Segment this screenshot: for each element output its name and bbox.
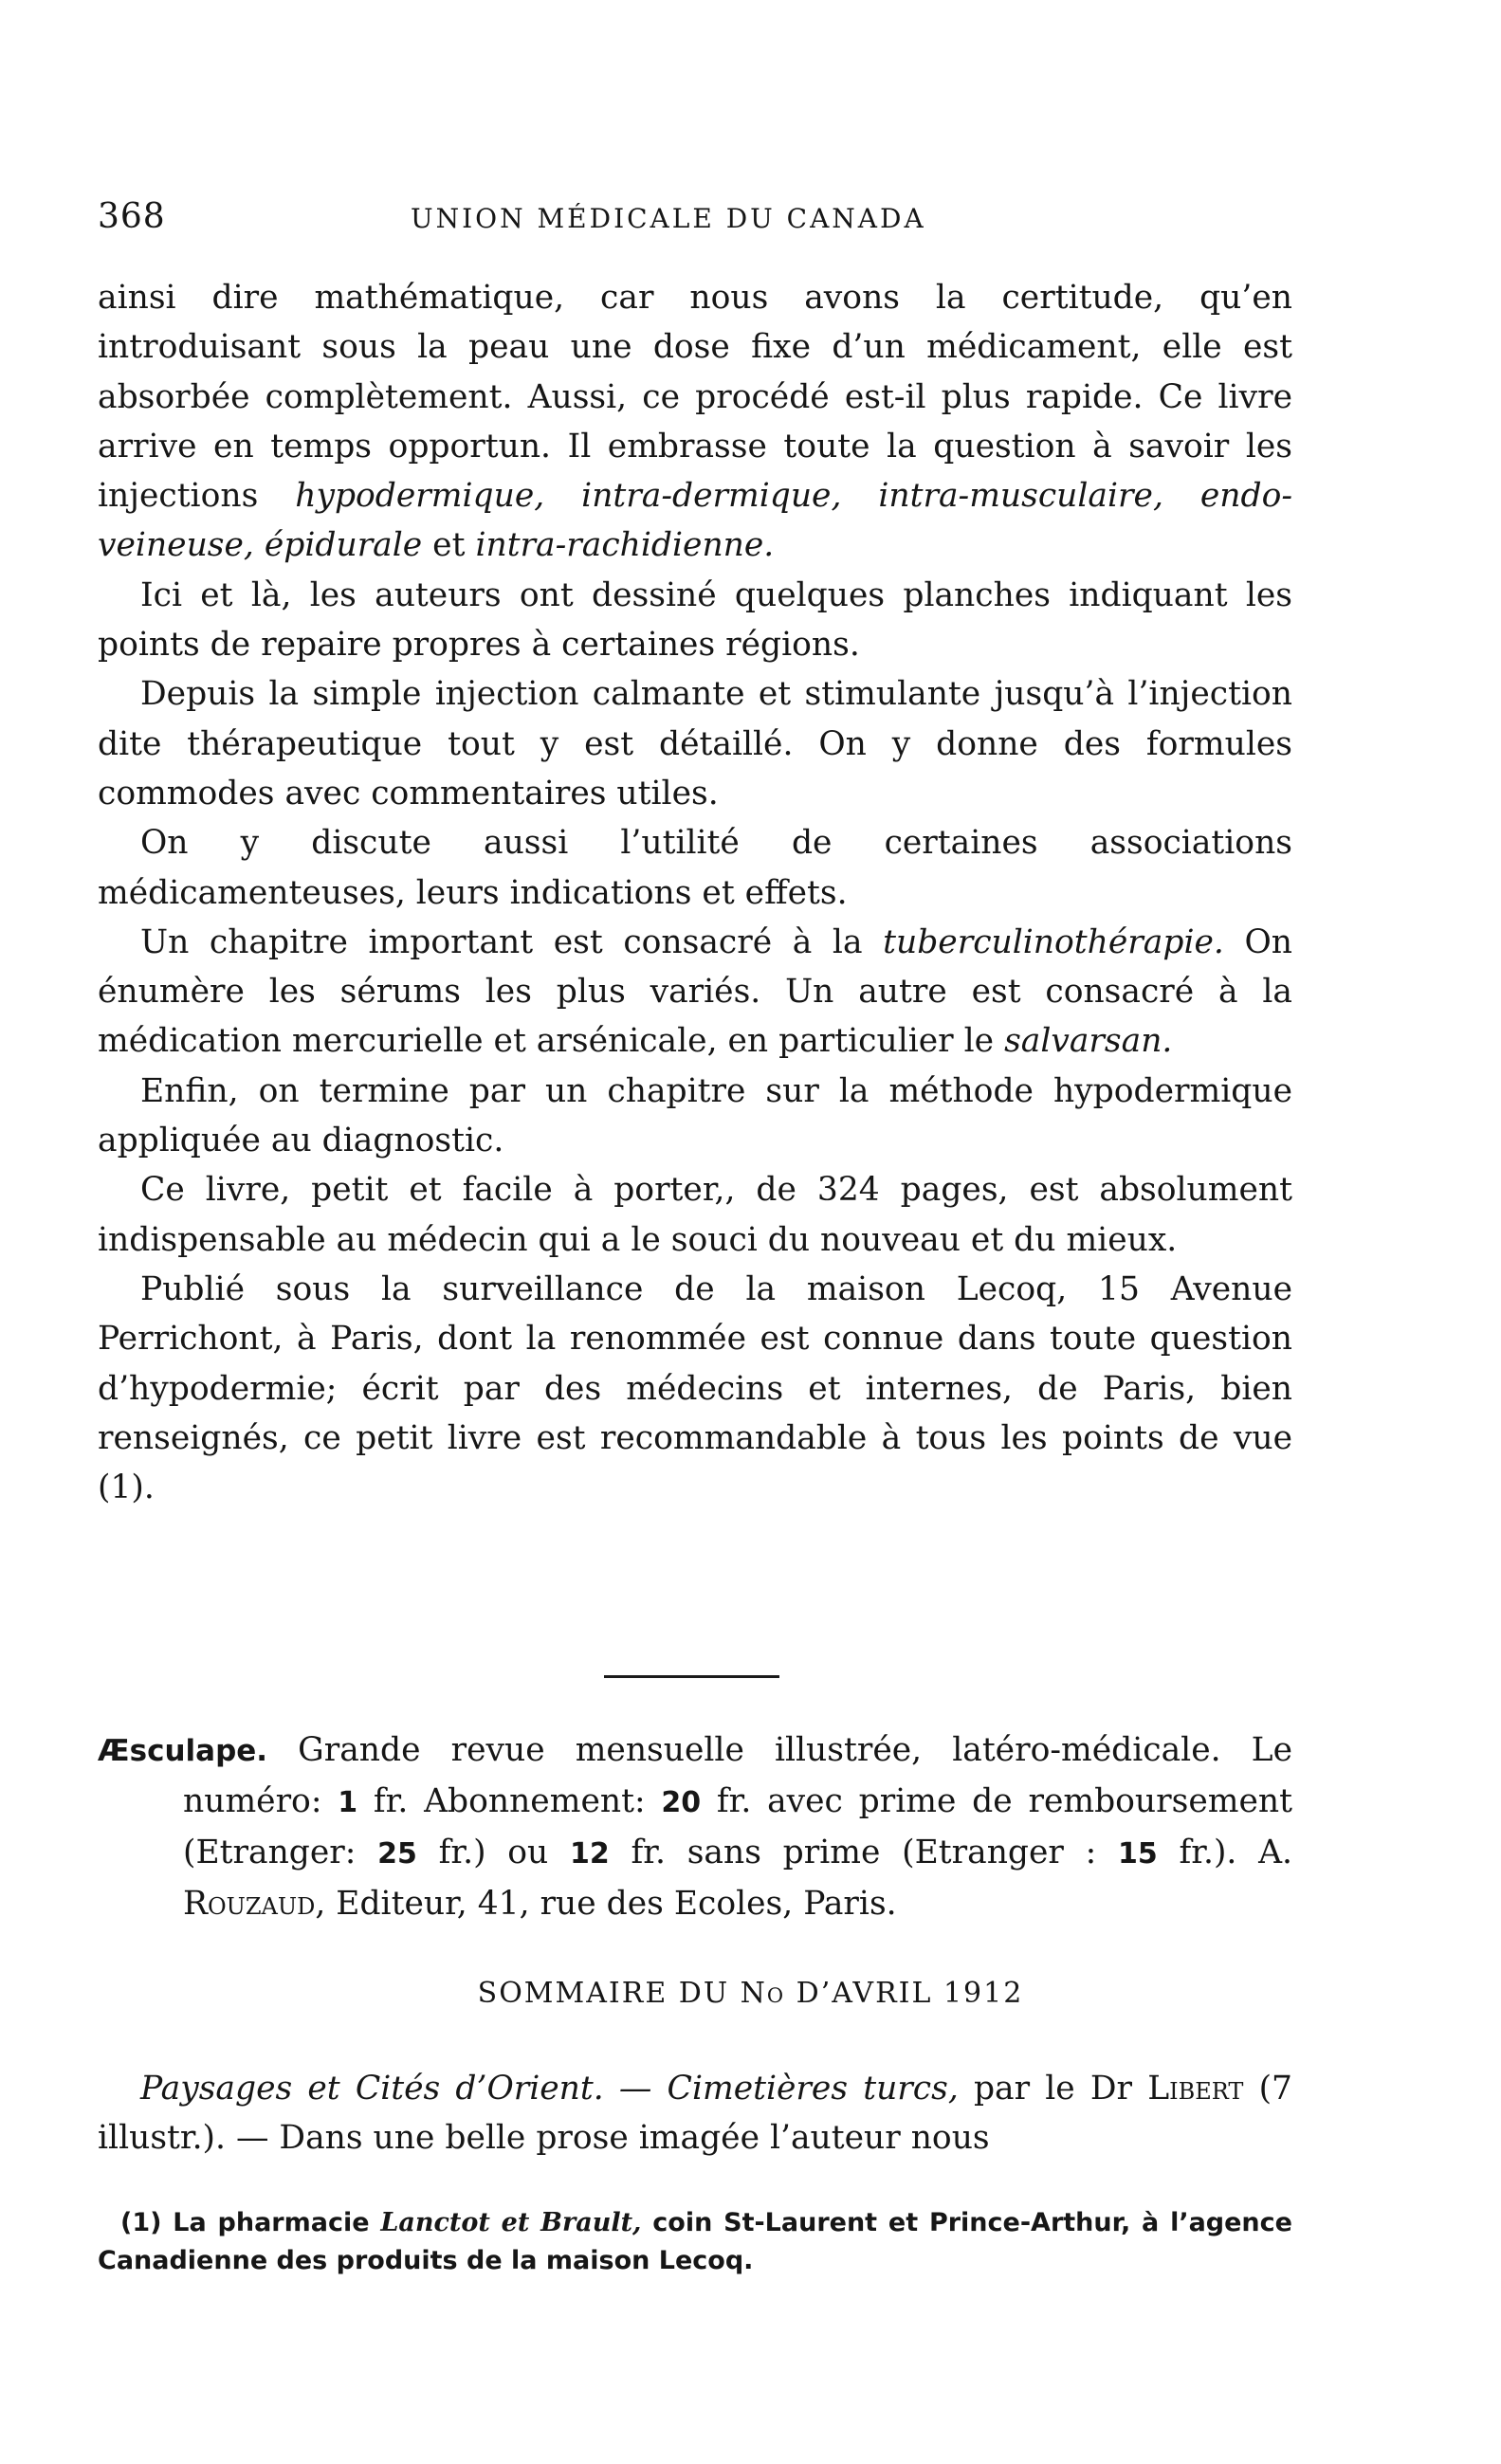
paragraph: On y discute aussi l’utilité de certaines associations médicamenteuses, leurs indications et effets.: [98, 824, 1292, 912]
paragraph: Paysages et Cités d’Orient. — Cimetières turcs, par le Dr Libert (7 illustr.). — Dans une belle prose imagée l’auteur nous: [98, 2070, 1292, 2157]
sommaire-body: [98, 2064, 1292, 2163]
page-number: 368: [98, 197, 166, 236]
paragraph: ainsi dire mathématique, car nous avons la certitude, qu’en introduisant sous la peau une dose fixe d’un médicament, elle est absorbée complètement. Aussi, ce procédé est-il plus rapide. Ce livre arrive en temps opportun. Il embrasse toute la question à savoir les injections hypodermique, intra-dermique, intra-musculaire, endo-veineuse, épidurale et intra-rachidienne.: [98, 279, 1293, 565]
journal-review: Æsculape. Grande revue mensuelle illustrée, latéro-médicale. Le numéro: 1 fr. Abonnement: 20 fr. avec prime de remboursement (Etranger: 25 fr.) ou 12 fr. sans prime (Etranger : 15 fr.). A. Rouzaud, Editeur, 41, rue des Ecoles, Paris.: [98, 1731, 1292, 1923]
editor-name: Rouzaud: [183, 1885, 316, 1923]
author-name: Libert: [1147, 2070, 1244, 2108]
running-head: UNION MÉDICALE DU CANADA: [411, 203, 926, 234]
page-header: [98, 197, 1292, 245]
paragraph: Publié sous la surveillance de la maison Lecoq, 15 Avenue Perrichont, à Paris, dont la renommée est connue dans toute question d’hypodermie; écrit par des médecins et internes, de Paris, bien renseignés, ce petit livre est recommandable à tous les points de vue (1).: [98, 1269, 1292, 1507]
article-body: [98, 273, 1292, 1512]
sommaire-heading: SOMMAIRE DU No D’AVRIL 1912: [477, 1977, 1024, 2010]
journal-name: Æsculape.: [98, 1734, 268, 1768]
paragraph: Ici et là, les auteurs ont dessiné quelques planches indiquant les points de repaire propres à certaines régions.: [98, 575, 1292, 665]
paragraph: Enfin, on termine par un chapitre sur la méthode hypodermique appliquée au diagnostic.: [98, 1071, 1292, 1160]
paragraph: Depuis la simple injection calmante et stimulante jusqu’à l’injection dite thérapeutique tout y est détaillé. On y donne des formules commodes avec commentaires utiles.: [98, 675, 1292, 812]
footnote: (1) La pharmacie Lanctot et Brault, coin St-Laurent et Prince-Arthur, à l’agence Canadienne des produits de la maison Lecoq.: [98, 2208, 1292, 2275]
paragraph: Un chapitre important est consacré à la tuberculinothérapie. On énumère les sérums les plus variés. Un autre est consacré à la médication mercurielle et arsénicale, en particulier le salvarsan.: [98, 922, 1292, 1061]
paragraph: Ce livre, petit et facile à porter,, de 324 pages, est absolument indispensable au médecin qui a le souci du nouveau et du mieux.: [98, 1171, 1292, 1259]
section-divider: [604, 1675, 779, 1678]
